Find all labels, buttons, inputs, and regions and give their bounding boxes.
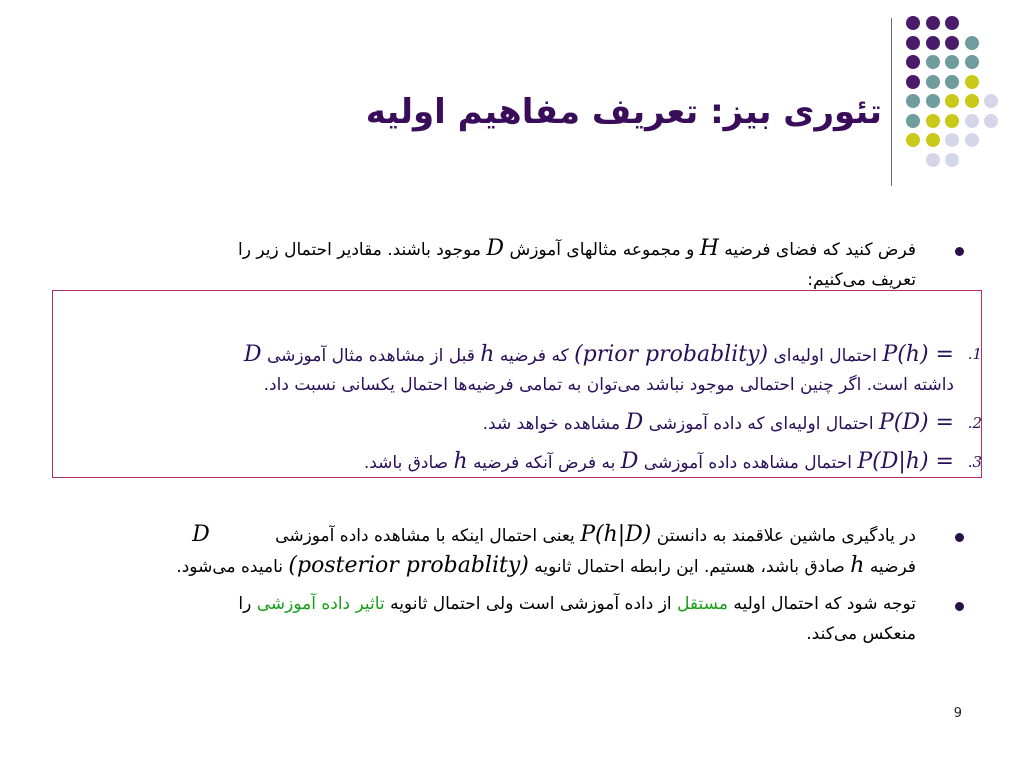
hypothesis-space-symbol: H — [699, 236, 719, 261]
training-data-symbol: D — [486, 236, 505, 261]
decorative-dot-purple — [926, 16, 940, 30]
decorative-dot-teal — [965, 55, 979, 69]
decorative-dot-teal — [926, 55, 940, 69]
bullet-1-marker — [955, 247, 964, 256]
likelihood-formula: P(D|h) = — [857, 449, 954, 474]
prior-d-formula: P(D) = — [878, 410, 954, 435]
decorative-dot-lavender — [965, 114, 979, 128]
decorative-dot-yellow — [945, 94, 959, 108]
decorative-dot-purple — [906, 75, 920, 89]
item-3-number: .3 — [967, 453, 982, 471]
decorative-dot-purple — [926, 36, 940, 50]
decorative-dot-purple — [906, 36, 920, 50]
posterior-probability-term: (posterior probablity) — [288, 553, 529, 578]
decorative-dot-yellow — [926, 114, 940, 128]
bullet-2-marker — [955, 533, 964, 542]
bullet-1-text — [66, 234, 916, 295]
training-data-symbol: D — [192, 522, 210, 547]
bullet-1-part3: موجود باشند. مقادیر احتمال زیر را — [238, 240, 481, 260]
decorative-dot-lavender — [984, 94, 998, 108]
bullet-3-marker — [955, 602, 964, 611]
training-data-symbol: D — [625, 410, 644, 435]
title-divider-line — [891, 18, 892, 186]
item-2-part2: مشاهده خواهد شد. — [482, 414, 621, 434]
item-2-text — [94, 408, 954, 439]
decorative-dot-teal — [906, 94, 920, 108]
decorative-dot-yellow — [965, 75, 979, 89]
bullet-3-line2: منعکس می‌کند. — [806, 624, 916, 644]
hypothesis-symbol: h — [850, 553, 865, 578]
decorative-dot-teal — [926, 94, 940, 108]
bullet-1-part1: فرض کنید که فضای فرضیه — [724, 240, 916, 260]
bullet-3-part3: را — [238, 594, 252, 614]
training-data-symbol: D — [620, 449, 639, 474]
prior-probability-term: (prior probablity) — [574, 342, 769, 367]
independent-highlight: مستقل — [677, 594, 728, 614]
bullet-3-part1: توجه شود که احتمال اولیه — [733, 594, 916, 614]
bullet-1-line2: تعریف می‌کنیم: — [807, 270, 916, 290]
decorative-dot-teal — [965, 36, 979, 50]
item-3-text — [94, 447, 954, 478]
bullet-1-part2: و مجموعه مثالهای آموزش — [509, 240, 695, 260]
decorative-dot-teal — [945, 55, 959, 69]
decorative-dot-grid — [906, 16, 1006, 166]
decorative-dot-lavender — [945, 153, 959, 167]
decorative-dot-purple — [945, 16, 959, 30]
decorative-dot-lavender — [945, 133, 959, 147]
bullet-3-text — [66, 589, 916, 649]
decorative-dot-lavender — [926, 153, 940, 167]
decorative-dot-yellow — [906, 133, 920, 147]
bullet-2-line2-part3: نامیده می‌شود. — [176, 557, 283, 577]
decorative-dot-lavender — [965, 133, 979, 147]
hypothesis-symbol: h — [453, 449, 468, 474]
decorative-dot-yellow — [945, 114, 959, 128]
hypothesis-symbol: h — [480, 342, 495, 367]
decorative-dot-purple — [906, 16, 920, 30]
decorative-dot-lavender — [984, 114, 998, 128]
slide-title: تئوری بیز: تعریف مفاهیم اولیه — [365, 92, 882, 132]
training-data-effect-highlight: تاثیر داده آموزشی — [256, 594, 385, 614]
posterior-formula: P(h|D) — [580, 522, 652, 547]
training-data-symbol: D — [243, 342, 262, 367]
decorative-dot-purple — [906, 55, 920, 69]
bullet-2-text — [66, 520, 916, 582]
decorative-dot-teal — [926, 75, 940, 89]
item-3-part2: به فرض آنکه فرضیه — [473, 453, 616, 473]
bullet-2-part1: در یادگیری ماشین علاقمند به دانستن — [656, 526, 916, 546]
decorative-dot-yellow — [926, 133, 940, 147]
item-1-line2: داشته است. اگر چنین احتمالی موجود نباشد می‌توان به تمامی فرضیه‌ها احتمال یکسانی نسبت داد. — [263, 375, 954, 395]
decorative-dot-teal — [906, 114, 920, 128]
page-number: 9 — [953, 706, 962, 721]
bullet-2-line2-part2: صادق باشد، هستیم. این رابطه احتمال ثانویه — [534, 557, 845, 577]
item-1-number: .1 — [967, 345, 982, 363]
decorative-dot-purple — [945, 36, 959, 50]
item-3-part1: احتمال مشاهده داده آموزشی — [643, 453, 852, 473]
item-1-part2: که فرضیه — [499, 346, 569, 366]
bullet-3-part2: از داده آموزشی است ولی احتمال ثانویه — [390, 594, 672, 614]
item-1-part1: احتمال اولیه‌ای — [773, 346, 878, 366]
prior-h-formula: P(h) = — [882, 342, 954, 367]
item-1-text — [94, 340, 954, 400]
decorative-dot-teal — [945, 75, 959, 89]
item-3-part3: صادق باشد. — [363, 453, 449, 473]
bullet-2-part2: یعنی احتمال اینکه با مشاهده داده آموزشی — [275, 526, 575, 546]
item-2-part1: احتمال اولیه‌ای که داده آموزشی — [648, 414, 874, 434]
item-2-number: .2 — [967, 414, 982, 432]
decorative-dot-yellow — [965, 94, 979, 108]
item-1-part3: قبل از مشاهده مثال آموزشی — [266, 346, 475, 366]
bullet-2-line2-part1: فرضیه — [869, 557, 916, 577]
